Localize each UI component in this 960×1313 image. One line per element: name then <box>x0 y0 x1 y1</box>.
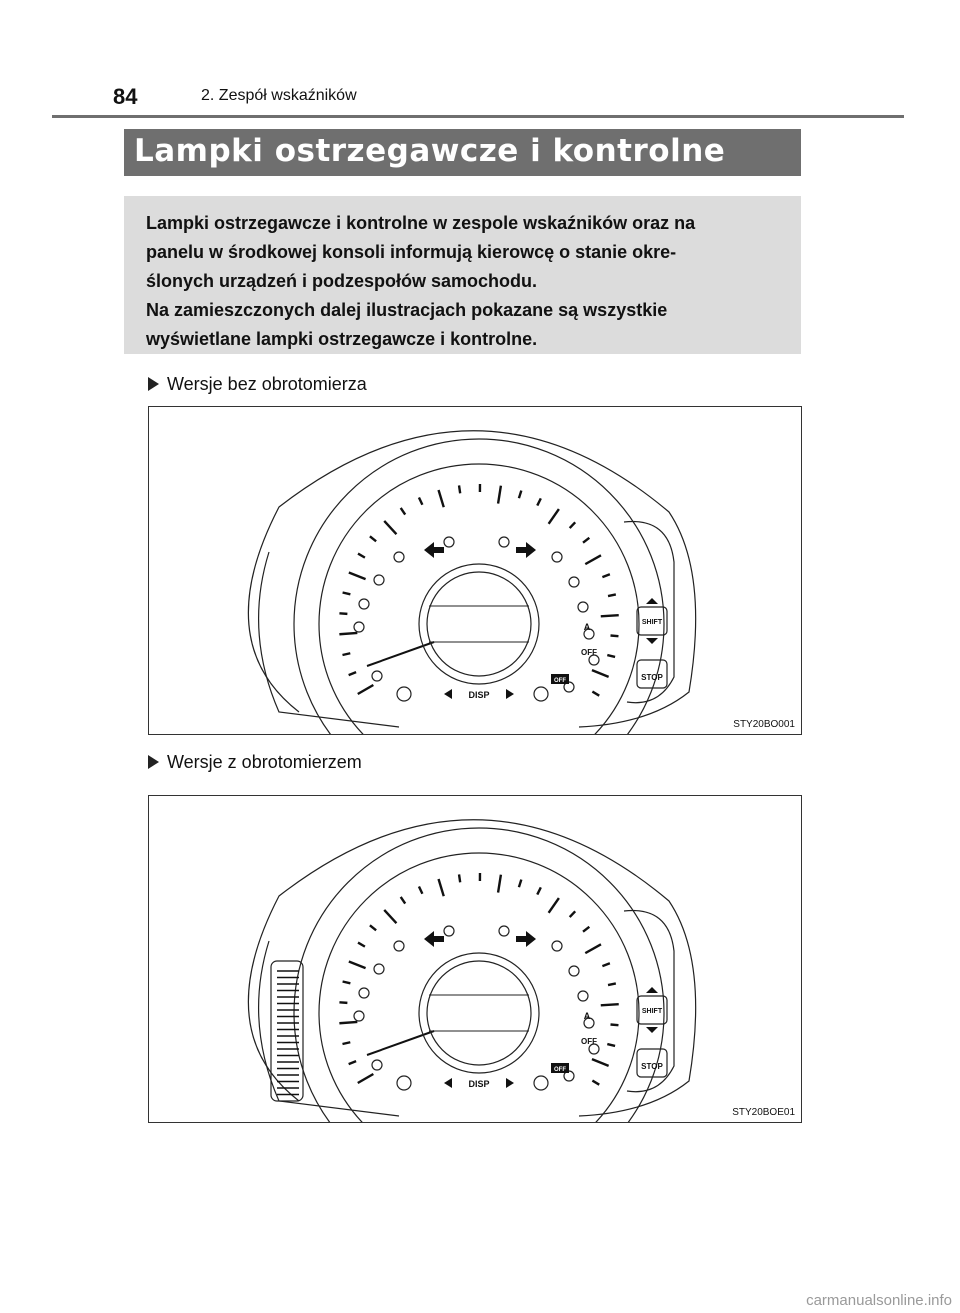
speedometer-tick <box>549 898 559 913</box>
auto-ac-label: A <box>583 1011 591 1021</box>
shift-label: SHIFT <box>641 619 663 626</box>
warning-lamp-icon <box>578 602 588 612</box>
warning-lamp-icon <box>374 964 384 974</box>
shift-up-arrow-icon <box>646 598 658 604</box>
speedometer-needle <box>367 642 434 666</box>
speedometer-tick <box>343 593 351 595</box>
speedometer-tick <box>358 554 365 558</box>
left-panel-outline <box>259 552 399 727</box>
speedometer-tick <box>498 875 501 893</box>
speedometer-tick <box>439 490 444 507</box>
speedometer-tick <box>459 485 460 493</box>
page-title: Lampki ostrzegawcze i kontrolne <box>134 133 726 169</box>
center-display <box>427 572 531 676</box>
right-turn-signal-icon <box>516 931 536 947</box>
warning-lamp-icon <box>359 599 369 609</box>
speedometer-tick <box>370 925 376 930</box>
intro-line: ślonych urządzeń i podzespołów samochodu. <box>146 271 538 291</box>
figure-code: STY20BOE01 <box>732 1107 795 1118</box>
speedometer-tick <box>549 509 559 524</box>
intro-box <box>124 196 801 354</box>
speedometer-tick <box>358 1074 374 1083</box>
speedometer-tick <box>602 574 609 577</box>
speedometer-tick <box>401 508 405 515</box>
speedometer-tick <box>585 555 601 564</box>
disp-left-arrow-icon <box>444 1078 452 1088</box>
speedometer-tick <box>384 521 396 534</box>
center-display-ring <box>419 953 539 1073</box>
shift-label: SHIFT <box>641 1008 663 1015</box>
warning-lamp-icon <box>578 991 588 1001</box>
warning-lamp-icon <box>569 577 579 587</box>
cluster-housing-outline <box>248 820 695 1116</box>
stop-label: STOP <box>641 1062 663 1071</box>
warning-lamp-icon <box>499 926 509 936</box>
trip-button-left-icon <box>397 687 411 701</box>
speedometer-tick <box>419 498 422 505</box>
intro-line: wyświetlane lampki ostrzegawcze i kontrolne. <box>146 329 538 349</box>
speedometer-tick <box>459 874 460 882</box>
disp-left-arrow-icon <box>444 689 452 699</box>
cluster-figure-no-tachometer <box>148 406 802 735</box>
speedometer-tick <box>592 1081 599 1085</box>
speedometer-tick <box>342 653 350 655</box>
speedometer-tick <box>607 1044 615 1046</box>
speedometer-tick <box>439 879 444 896</box>
shift-up-arrow-icon <box>646 987 658 993</box>
speedometer-tick <box>607 655 615 657</box>
tachometer-bar <box>271 961 303 1101</box>
speedometer-tick <box>349 1061 356 1064</box>
speedometer-tick <box>498 486 501 504</box>
left-panel-outline <box>259 941 399 1116</box>
trip-button-left-icon <box>397 1076 411 1090</box>
instrument-cluster-illustration <box>149 796 801 1122</box>
speedometer-tick <box>583 538 589 543</box>
speedometer-tick <box>602 963 609 966</box>
center-display-ring <box>419 564 539 684</box>
chapter-title: 2. Zespół wskaźników <box>201 87 357 104</box>
speedometer-tick <box>583 927 589 932</box>
warning-lamp-icon <box>444 537 454 547</box>
cluster-housing-outline <box>248 431 695 727</box>
warning-lamp-icon <box>354 622 364 632</box>
triangle-bullet-icon <box>148 377 159 391</box>
cluster-outer-ring <box>294 828 664 1122</box>
warning-lamp-icon <box>552 941 562 951</box>
speedometer-tick <box>592 1059 609 1066</box>
intro-line: panelu w środkowej konsoli informują kierowcę o stanie okre- <box>146 242 677 262</box>
triangle-bullet-icon <box>148 755 159 769</box>
section-heading-with-tachometer <box>148 752 362 773</box>
warning-lamp-icon <box>499 537 509 547</box>
speedometer-tick <box>349 672 356 675</box>
speedometer-tick <box>401 897 405 904</box>
speedometer-tick <box>601 1004 619 1005</box>
speedometer-tick <box>358 943 365 947</box>
page-header <box>113 78 903 114</box>
left-turn-signal-icon <box>424 542 444 558</box>
speedometer-tick <box>419 887 422 894</box>
header-rule <box>52 115 904 118</box>
section-title-bar <box>124 129 801 176</box>
intro-line: Na zamieszczonych dalej ilustracjach pokazane są wszystkie <box>146 300 668 320</box>
disp-right-arrow-icon <box>506 1078 514 1088</box>
speedometer-tick <box>610 636 618 637</box>
speedometer-tick <box>608 983 616 985</box>
figure-code: STY20BO001 <box>733 719 795 730</box>
speedometer-tick <box>339 633 357 634</box>
warning-lamp-icon <box>394 941 404 951</box>
stop-label: STOP <box>641 673 663 682</box>
intro-text <box>146 209 780 354</box>
speedometer-tick <box>343 982 351 984</box>
speedometer-tick <box>585 944 601 953</box>
speedometer-tick <box>339 1022 357 1023</box>
disp-label: DISP <box>468 1079 490 1089</box>
speedometer-tick <box>537 887 541 894</box>
speedometer-needle <box>367 1031 434 1055</box>
disp-label: DISP <box>468 690 490 700</box>
warning-lamp-icon <box>372 1060 382 1070</box>
warning-lamp-icon <box>394 552 404 562</box>
warning-lamp-icon <box>359 988 369 998</box>
warning-lamp-icon <box>444 926 454 936</box>
auto-ac-label: A <box>583 622 591 632</box>
speedometer-tick <box>537 498 541 505</box>
speedometer-tick <box>384 910 396 923</box>
speedometer-tick <box>601 615 619 616</box>
trip-button-right-icon <box>534 1076 548 1090</box>
instrument-cluster-illustration <box>149 407 801 734</box>
speedometer-tick <box>592 692 599 696</box>
speedometer-tick <box>358 685 374 694</box>
speedometer-tick <box>570 911 575 917</box>
warning-lamp-icon <box>552 552 562 562</box>
warning-lamp-icon <box>374 575 384 585</box>
off-label: OFF <box>581 1037 597 1046</box>
section-label: Wersje bez obrotomierza <box>167 374 367 394</box>
cluster-figure-with-tachometer <box>148 795 802 1123</box>
warning-lamp-icon <box>569 966 579 976</box>
section-label: Wersje z obrotomierzem <box>167 752 362 772</box>
speedometer-tick <box>592 670 609 677</box>
left-turn-signal-icon <box>424 931 444 947</box>
warning-lamp-icon <box>354 1011 364 1021</box>
trc-off-label: OFF <box>554 678 566 684</box>
speedometer-tick <box>519 491 521 499</box>
page-number: 84 <box>113 84 138 109</box>
speedometer-tick <box>610 1025 618 1026</box>
trc-off-label: OFF <box>554 1067 566 1073</box>
off-label: OFF <box>581 648 597 657</box>
watermark: carmanualsonline.info <box>806 1292 952 1309</box>
right-turn-signal-icon <box>516 542 536 558</box>
section-heading-no-tachometer <box>148 374 367 395</box>
intro-line: Lampki ostrzegawcze i kontrolne w zespole wskaźników oraz na <box>146 213 696 233</box>
warning-lamp-icon <box>372 671 382 681</box>
speedometer-tick <box>370 536 376 541</box>
trip-button-right-icon <box>534 687 548 701</box>
shift-down-arrow-icon <box>646 638 658 644</box>
speedometer-tick <box>608 594 616 596</box>
speedometer-tick <box>570 522 575 528</box>
shift-down-arrow-icon <box>646 1027 658 1033</box>
speedometer-tick <box>349 961 366 968</box>
disp-right-arrow-icon <box>506 689 514 699</box>
center-display <box>427 961 531 1065</box>
speedometer-tick <box>349 572 366 579</box>
speedometer-tick <box>339 613 347 614</box>
speedometer-tick <box>519 880 521 888</box>
speedometer-tick <box>342 1042 350 1044</box>
speedometer-tick <box>339 1002 347 1003</box>
